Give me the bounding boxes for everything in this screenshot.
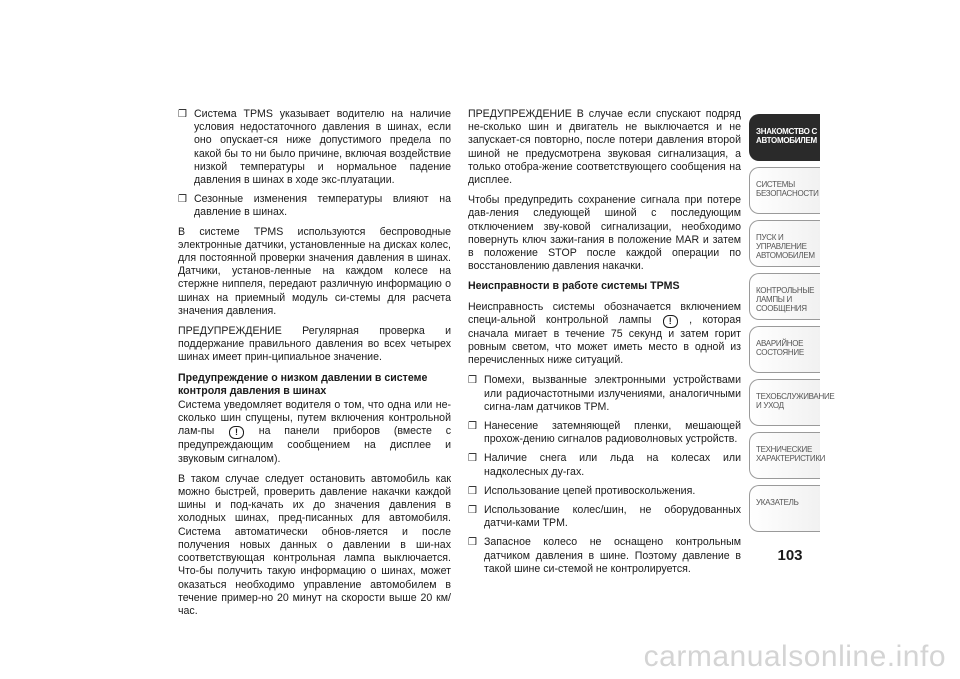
tire-pressure-warning-icon: !: [663, 315, 678, 328]
right-column: [468, 108, 741, 582]
checkbox-bullet-icon: ❒: [468, 375, 477, 387]
section-heading: Предупреждение о низком давлении в системе контроля давления в шинах: [178, 371, 428, 397]
paragraph: Чтобы предупредить сохранение сигнала при потере дав-ления следующей шиной с последующим отключением зву-ковой сигнализации, необходимо повернуть ключ зажи-гания в положение MAR и затем в положение STOP после каждой операции по восстановлению давления накачки.: [468, 194, 741, 273]
paragraph: В системе TPMS используются беспроводные электронные датчики, установленные на дисках колес, для постоянной проверки значения давления в шинах. Датчики, установ-ленные на каждом колесе на стержне ниппеля, передают различную информацию о шинах на приемный модуль си-стемы для расчета значения давления.: [178, 225, 451, 317]
bullet-text: Помехи, вызванные электронными устройствами или радиочастотными излучениями, аналогичными сигна-лам датчиков TPM.: [484, 374, 741, 413]
page-number: 103: [777, 547, 803, 564]
list-item: [468, 420, 741, 446]
checkbox-bullet-icon: ❒: [468, 421, 477, 433]
checkbox-bullet-icon: ❒: [468, 453, 477, 465]
tab-index[interactable]: УКАЗАТЕЛЬ: [749, 485, 820, 532]
bullet-text: Использование цепей противоскольжения.: [484, 484, 696, 497]
chapter-tabs: [749, 114, 835, 538]
tire-pressure-warning-icon: !: [229, 426, 244, 439]
paragraph-text: Система уведомляет водителя о том, что одна или не-сколько шин спущены, путем включения контрольной лам-пы: [178, 399, 451, 438]
checkbox-bullet-icon: ❒: [468, 485, 477, 497]
tab-safety[interactable]: СИСТЕМЫ БЕЗОПАСНОСТИ: [749, 167, 820, 214]
bullet-text: Нанесение затемняющей пленки, мешающей прохож-дению сигналов радиоволновых устройств.: [484, 420, 741, 446]
list-item: [468, 374, 741, 414]
tab-emergency[interactable]: АВАРИЙНОЕ СОСТОЯНИЕ: [749, 326, 820, 373]
tab-technical-specs[interactable]: ТЕХНИЧЕСКИЕ ХАРАКТЕРИСТИКИ: [749, 432, 820, 479]
paragraph-text: Неисправность системы обозначается включением специ-альной контрольной лампы: [468, 300, 741, 326]
paragraph: В таком случае следует остановить автомобиль как можно быстрей, проверить давление накачки каждой шины и под-качать их до значения давления в холодных шинах, пред-писанных для автомобиля. Система автоматически обнов-ляется и после получения новых данных о давлении в ши-нах соответствующая контрольная лампа выключается. Что-бы получить такую информацию о шинах, может оказаться необходимо управление автомобилем в течение пример-но 20 минут на скорости выше 20 км/час.: [178, 472, 451, 617]
checkbox-bullet-icon: ❒: [468, 505, 477, 517]
tab-warning-lights[interactable]: КОНТРОЛЬНЫЕ ЛАМПЫ И СООБЩЕНИЯ: [749, 273, 820, 320]
paragraph-text: , которая сначала мигает в течение 75 секунд и затем горит ровным светом, что может иметь место в одной из перечисленных ниже ситуаций.: [468, 313, 742, 367]
list-item: [468, 536, 741, 576]
paragraph: [178, 399, 451, 466]
tab-starting-driving[interactable]: ПУСК И УПРАВЛЕНИЕ АВТОМОБИЛЕМ: [749, 220, 820, 267]
checkbox-bullet-icon: ❒: [178, 109, 187, 120]
paragraph: [468, 301, 741, 368]
watermark: carmanualsonline.info: [643, 640, 946, 673]
bullet-text: Наличие снега или льда на колесах или надколесных ду-гах.: [484, 452, 741, 478]
warning-paragraph: ПРЕДУПРЕЖДЕНИЕ В случае если спускают подряд не-сколько шин и двигатель не выключается и не запускает-ся повторно, после потери давления второй шиной не предусмотрена звуковая сигнализация, а только отобра-жение соответствующего сообщения на дисплее.: [468, 108, 741, 187]
left-column: [178, 108, 451, 625]
list-item: [178, 108, 451, 187]
tab-introduction[interactable]: ЗНАКОМСТВО С АВТОМОБИЛЕМ: [749, 114, 820, 161]
bullet-text: Система TPMS указывает водителю на наличие условия недостаточного давления в шинах, если оно опускает-ся ниже допустимого предела по какой бы то ни было причине, включая воздействие низкой температуры и нормальное падение давления в шинах в ходе экс-плуатации.: [194, 108, 451, 187]
tab-maintenance[interactable]: ТЕХОБСЛУЖИВАНИЕ И УХОД: [749, 379, 820, 426]
list-item: [468, 452, 741, 478]
list-item: [178, 193, 451, 219]
bullet-text: Сезонные изменения температуры влияют на давление в шинах.: [194, 193, 451, 219]
bullet-text: Использование колес/шин, не оборудованных датчи-ками TPM.: [484, 504, 741, 530]
section-heading: Неисправности в работе системы TPMS: [468, 280, 680, 293]
checkbox-bullet-icon: ❒: [468, 537, 477, 549]
bullet-text: Запасное колесо не оснащено контрольным датчиком давления в шине. Поэтому давление в такой шине си-стемой не контролируется.: [484, 536, 741, 575]
list-item: [468, 504, 741, 530]
warning-paragraph: ПРЕДУПРЕЖДЕНИЕ Регулярная проверка и поддержание правильного давления во всех четырех шинах имеет прин-ципиальное значение.: [178, 325, 451, 364]
list-item: [468, 485, 741, 498]
paragraph-text: на панели приборов (вместе с предупреждающим сообщением на дисплее и звуковым сигналом).: [178, 425, 452, 465]
checkbox-bullet-icon: ❒: [178, 194, 187, 206]
